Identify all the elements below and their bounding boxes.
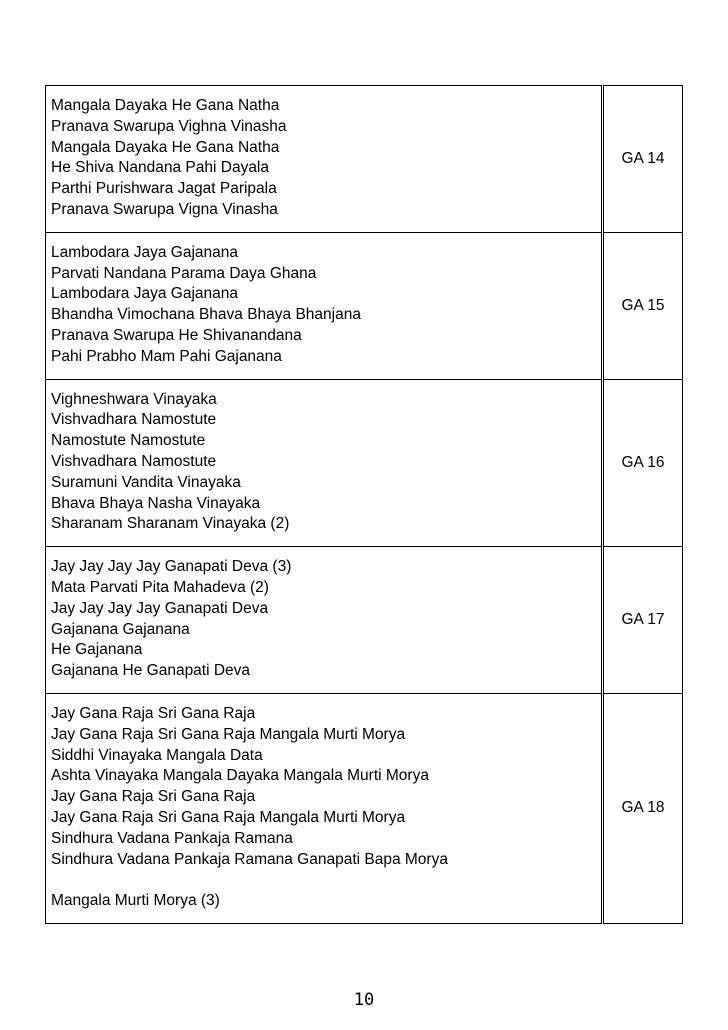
lyric-line: Pranava Swarupa He Shivanandana — [51, 326, 302, 344]
page-number: 10 — [353, 990, 375, 1010]
lyric-line: Sindhura Vadana Pankaja Ramana — [51, 829, 293, 847]
lyric-line: Jay Jay Jay Jay Ganapati Deva — [51, 599, 269, 617]
lyric-line: Sharanam Sharanam Vinayaka (2) — [51, 515, 290, 533]
bhajan-row — [46, 379, 683, 547]
lyric-line: Bhava Bhaya Nasha Vinayaka — [51, 494, 261, 512]
bhajan-lyrics-cell — [46, 547, 603, 694]
lyric-line: He Shiva Nandana Pahi Dayala — [51, 159, 269, 177]
bhajan-code: GA 17 — [621, 611, 665, 629]
lyric-line: Ashta Vinayaka Mangala Dayaka Mangala Murti Morya — [51, 767, 429, 785]
bhajan-table — [45, 85, 683, 924]
lyric-line: Gajanana He Ganapati Deva — [51, 662, 251, 680]
bhajan-row — [46, 232, 683, 379]
lyric-line: Sindhura Vadana Pankaja Ramana Ganapati Bapa Morya — [51, 850, 448, 868]
bhajan-code: GA 14 — [621, 149, 665, 167]
bhajan-lyrics-cell — [46, 86, 603, 233]
lyric-line: Vishvadhara Namostute — [51, 452, 217, 470]
lyric-line: Namostute Namostute — [51, 432, 206, 450]
bhajan-code-cell — [603, 379, 683, 547]
lyric-line: Parthi Purishwara Jagat Paripala — [51, 180, 277, 198]
lyric-line: Jay Gana Raja Sri Gana Raja Mangala Murti Morya — [51, 808, 406, 826]
lyric-line: Jay Jay Jay Jay Ganapati Deva (3) — [51, 558, 292, 576]
bhajan-row — [46, 693, 683, 923]
lyric-line: Jay Gana Raja Sri Gana Raja — [51, 788, 256, 806]
lyric-line: Pahi Prabho Mam Pahi Gajanana — [51, 347, 282, 365]
lyric-line: Suramuni Vandita Vinayaka — [51, 473, 241, 491]
lyric-line: Lambodara Jaya Gajanana — [51, 243, 238, 261]
bhajan-lyrics-cell — [46, 232, 603, 379]
bhajan-row — [46, 86, 683, 233]
lyric-line: Pranava Swarupa Vighna Vinasha — [51, 117, 287, 135]
bhajan-code: GA 15 — [621, 296, 665, 314]
lyric-line: Bhandha Vimochana Bhava Bhaya Bhanjana — [51, 306, 361, 324]
lyric-line: Mangala Dayaka He Gana Natha — [51, 138, 280, 156]
lyric-line — [51, 870, 601, 891]
bhajan-code-cell — [603, 86, 683, 233]
lyric-line: Jay Gana Raja Sri Gana Raja — [51, 704, 256, 722]
bhajan-lyrics-cell — [46, 379, 603, 547]
lyric-line: Vighneshwara Vinayaka — [51, 390, 217, 408]
lyric-line: Pranava Swarupa Vigna Vinasha — [51, 200, 278, 218]
bhajan-code-cell — [603, 693, 683, 923]
bhajan-code-cell — [603, 547, 683, 694]
bhajan-code: GA 16 — [621, 453, 665, 471]
lyric-line: Parvati Nandana Parama Daya Ghana — [51, 264, 317, 282]
bhajan-table-body — [46, 86, 683, 924]
lyric-line: Vishvadhara Namostute — [51, 411, 217, 429]
bhajan-row — [46, 547, 683, 694]
bhajan-code: GA 18 — [621, 799, 665, 817]
lyric-line: He Gajanana — [51, 641, 143, 659]
bhajan-code-cell — [603, 232, 683, 379]
bhajan-lyrics-cell — [46, 693, 603, 923]
lyric-line: Mangala Murti Morya (3) — [51, 892, 220, 910]
lyric-line: Mangala Dayaka He Gana Natha — [51, 97, 280, 114]
lyric-line: Mata Parvati Pita Mahadeva (2) — [51, 578, 269, 596]
lyric-line: Jay Gana Raja Sri Gana Raja Mangala Murti Morya — [51, 725, 406, 743]
lyric-line: Lambodara Jaya Gajanana — [51, 285, 238, 303]
lyric-line: Gajanana Gajanana — [51, 620, 190, 638]
lyric-line: Siddhi Vinayaka Mangala Data — [51, 746, 263, 764]
